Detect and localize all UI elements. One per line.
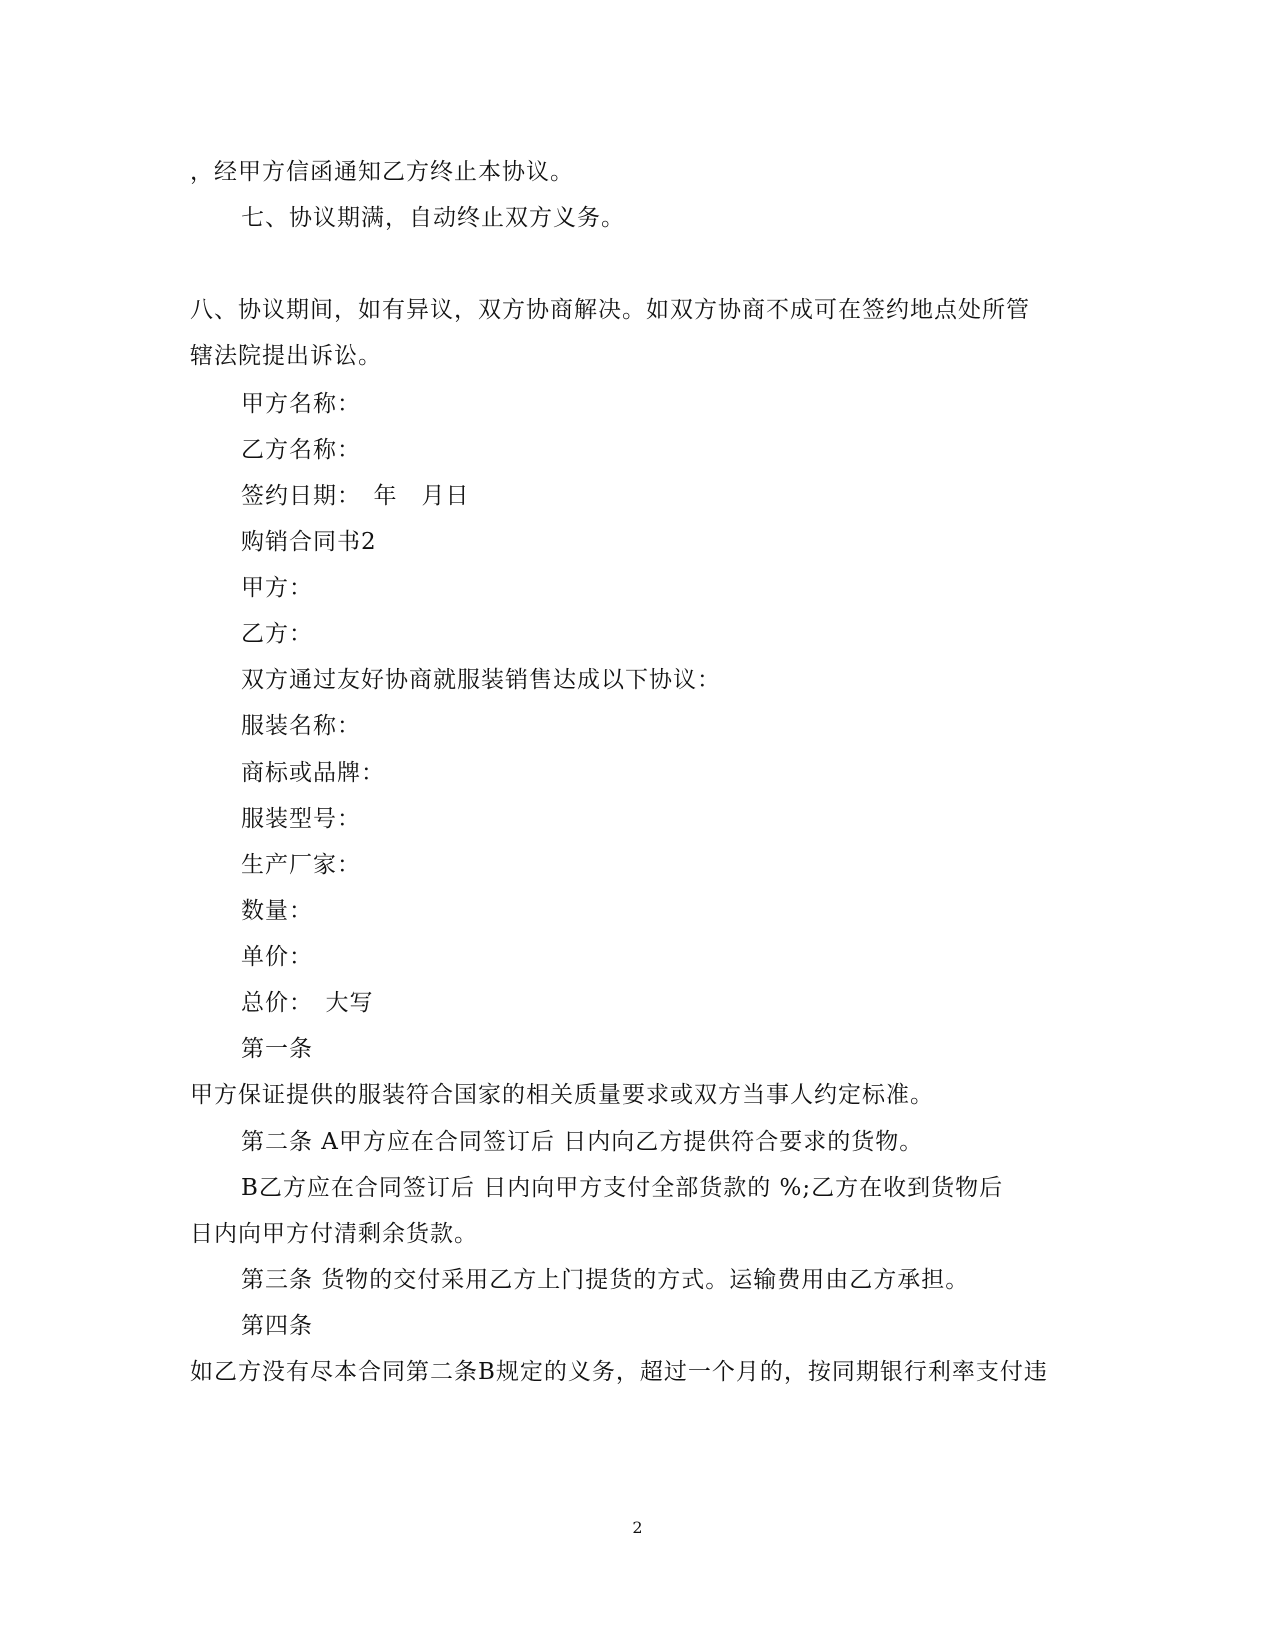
section-heading: 购销合同书2 bbox=[241, 529, 377, 555]
text-line: 总价： 大写 bbox=[241, 990, 374, 1016]
text-line: 七、协议期满，自动终止双方义务。 bbox=[241, 205, 625, 231]
text-line: ，经甲方信函通知乙方终止本协议。 bbox=[190, 159, 574, 185]
text-line: 八、协议期间，如有异议，双方协商解决。如双方协商不成可在签约地点处所管 bbox=[190, 297, 1030, 323]
page-number: 2 bbox=[632, 1518, 643, 1537]
text-line: 第一条 bbox=[241, 1036, 313, 1062]
text-line: 甲方名称： bbox=[241, 391, 361, 417]
text-line: 商标或品牌： bbox=[241, 760, 385, 786]
text-line: B乙方应在合同签订后 日内向甲方支付全部货款的 %;乙方在收到货物后 bbox=[241, 1175, 1004, 1201]
text-line: 生产厂家： bbox=[241, 852, 361, 878]
text-line: 如乙方没有尽本合同第二条B规定的义务，超过一个月的，按同期银行利率支付违 bbox=[190, 1359, 1048, 1385]
text-line: 第四条 bbox=[241, 1313, 313, 1339]
text-line: 单价： bbox=[241, 944, 313, 970]
text-line: 签约日期： 年 月日 bbox=[241, 483, 470, 509]
text-line: 辖法院提出诉讼。 bbox=[190, 343, 382, 369]
text-line: 数量： bbox=[241, 898, 313, 924]
text-line: 甲方保证提供的服装符合国家的相关质量要求或双方当事人约定标准。 bbox=[190, 1082, 934, 1108]
text-line: 日内向甲方付清剩余货款。 bbox=[190, 1221, 478, 1247]
text-line: 乙方： bbox=[241, 621, 313, 647]
text-line: 第二条 A甲方应在合同签订后 日内向乙方提供符合要求的货物。 bbox=[241, 1129, 924, 1155]
text-line: 双方通过友好协商就服装销售达成以下协议： bbox=[241, 667, 721, 693]
text-line: 服装型号： bbox=[241, 806, 361, 832]
text-line: 第三条 货物的交付采用乙方上门提货的方式。运输费用由乙方承担。 bbox=[241, 1267, 970, 1293]
text-line: 乙方名称： bbox=[241, 437, 361, 463]
text-line: 甲方： bbox=[241, 575, 313, 601]
text-line: 服装名称： bbox=[241, 713, 361, 739]
